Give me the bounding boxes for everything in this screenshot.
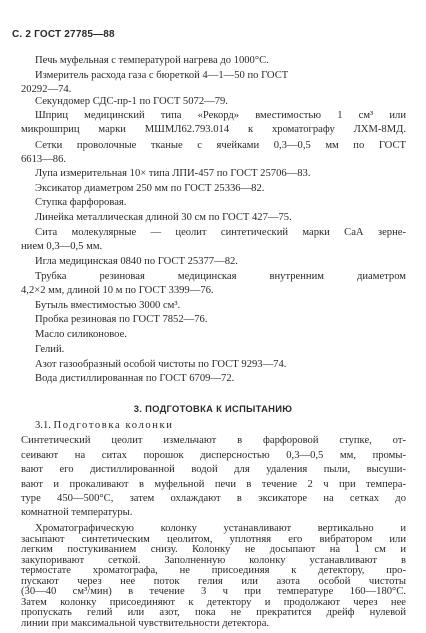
page-header: С. 2 ГОСТ 27785—88 — [12, 29, 115, 40]
list-item-continuation: 6613—86. — [21, 154, 67, 165]
list-item: Масло силиконовое. — [35, 329, 127, 340]
section-title: 3. ПОДГОТОВКА К ИСПЫТАНИЮ — [133, 403, 293, 414]
paragraph-line: туре 450—500°С, затем охлаждают в эксикаторе на сетках до — [21, 493, 406, 504]
list-item: Линейка металлическая длиной 30 см по ГОСТ 427—75. — [35, 212, 292, 223]
paragraph-line: закупоривают сеткой. Заполненную колонку устанавливают в — [21, 554, 406, 566]
paragraph-line: легким постукиванием снизу. Колонку не досыпают на 1 см и — [21, 544, 406, 556]
paragraph-line: Затем колонку присоединяют к детектору и продолжают через нее — [21, 596, 406, 608]
list-item: Шприц медицинский типа «Рекорд» вместимостью 1 см³ или — [35, 110, 406, 121]
subsection-heading — [35, 420, 174, 433]
paragraph-line: Синтетический цеолит измельчают в фарфоровой ступке, от- — [21, 435, 406, 446]
list-item: Гелий. — [35, 344, 65, 355]
list-item: Печь муфельная с температурой нагрева до 1000°С. — [35, 55, 269, 66]
list-item-continuation: нием 0,3—0,5 мм. — [21, 241, 103, 252]
subsection-title: Подготовка колонки — [53, 420, 174, 431]
list-item — [35, 70, 406, 83]
list-item: Сита молекулярные — цеолит синтетический марки СаА зерне- — [35, 227, 406, 238]
list-item-continuation: микрошприц марки МШМЛ62.793.014 к хроматографу ЛХМ-8МД. — [21, 124, 406, 135]
paragraph-line: вают его дистиллированной водой для удаления пыли, высуши- — [21, 464, 406, 475]
paragraph-line: засыпают синтетическим цеолитом, уплотняя его вибратором или — [21, 533, 406, 545]
list-item: Бутыль вместимостью 3000 см³. — [35, 300, 181, 311]
list-item: Сетки проволочные тканые с ячейками 0,3—0,5 мм по ГОСТ — [35, 140, 406, 151]
subsection-number: 3.1. — [35, 420, 51, 431]
list-item-text: Измеритель расхода газа с бюреткой 4—1—50 по ГОСТ — [35, 70, 289, 81]
list-item: Ступка фарфоровая. — [35, 197, 127, 208]
list-item: Азот газообразный особой чистоты по ГОСТ 9293—74. — [35, 359, 287, 370]
paragraph-line: Хроматографическую колонку устанавливают вертикально и — [35, 523, 406, 534]
paragraph-line: вают и прокаливают в муфельной печи в течение 2 ч при темпера- — [21, 479, 406, 490]
paragraph-line: пускают через нее поток гелия или азота особой чистоты — [21, 575, 406, 587]
paragraph-line: пропускать гелий или азот, пока не прекратится дрейф нулевой — [21, 607, 406, 619]
paragraph-line: линии при максимальной чувствительности детектора. — [21, 618, 270, 629]
paragraph-line: комнатной температуры. — [21, 507, 133, 518]
list-item-continuation: 4,2×2 мм, длиной 10 м по ГОСТ 3399—76. — [21, 285, 214, 296]
list-item: Эксикатор диаметром 250 мм по ГОСТ 25336—82. — [35, 183, 265, 194]
list-item: Секундомер СДС-пр-1 по ГОСТ 5072—79. — [35, 96, 228, 107]
list-item: Игла медицинская 0840 по ГОСТ 25377—82. — [35, 256, 238, 267]
list-item: Пробка резиновая по ГОСТ 7852—76. — [35, 314, 208, 325]
paragraph-line: термостате хроматографа, не присоединяя к детектору, про- — [21, 565, 406, 577]
list-item: Трубка резиновая медицинская внутренним диаметром — [35, 271, 406, 282]
paragraph-line: сеивают на ситах порошок дисперсностью 0,3—0,5 мм, промы- — [21, 450, 406, 461]
list-item: Вода дистиллированная по ГОСТ 6709—72. — [35, 373, 235, 384]
list-item: Лупа измерительная 10× типа ЛПИ-457 по ГОСТ 25706—83. — [35, 168, 311, 179]
paragraph-line: (30—40 см³/мин) в течение 3 ч при температуре 160—180°С. — [21, 586, 406, 598]
list-item-continuation: 20292—74. — [21, 84, 72, 95]
